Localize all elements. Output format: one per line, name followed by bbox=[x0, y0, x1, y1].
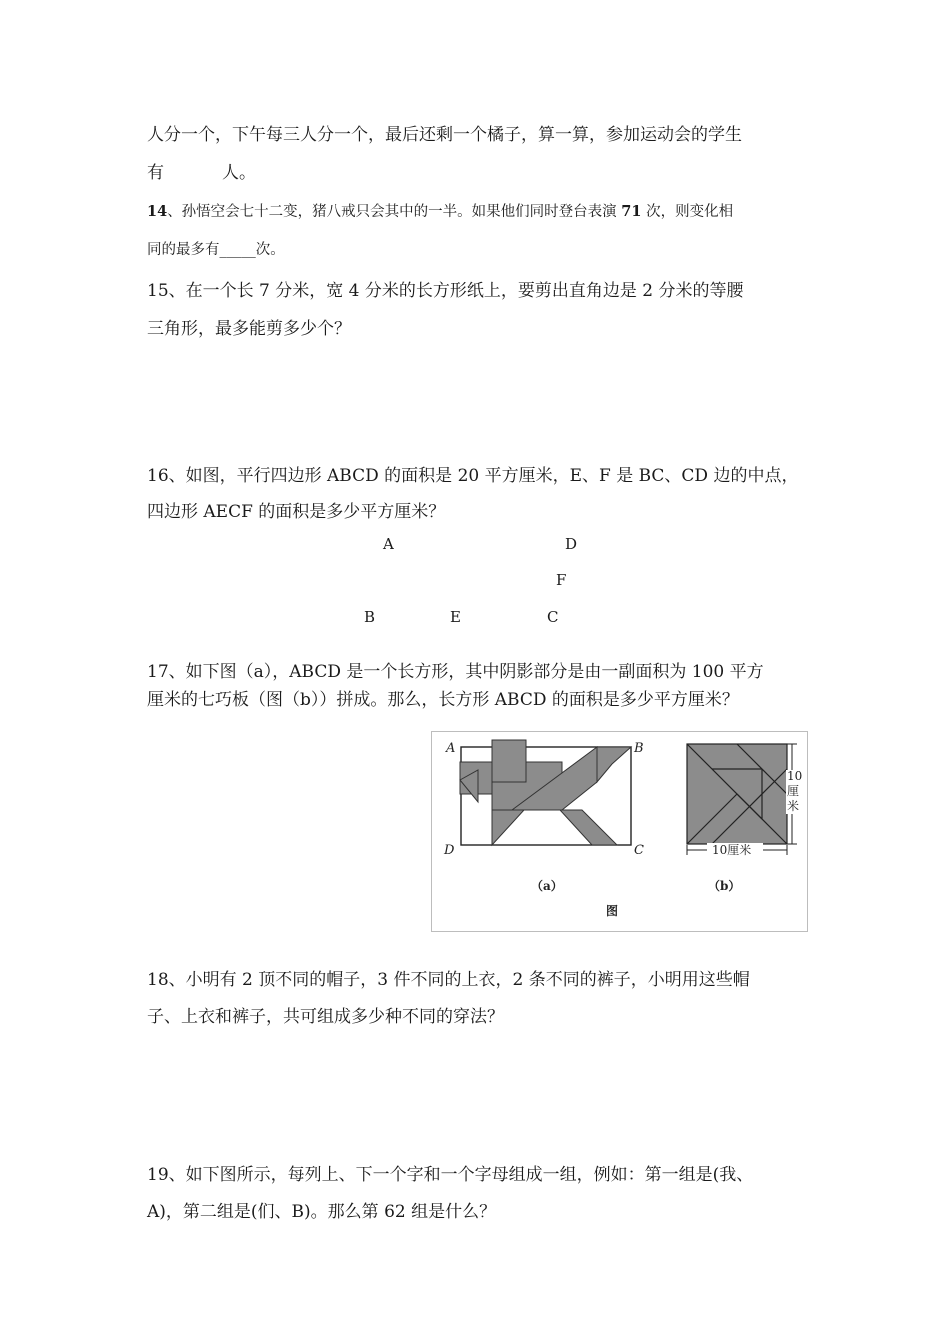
corner-c-label: C bbox=[634, 843, 644, 858]
q18-line2: 子、上衣和裤子，共可组成多少种不同的穿法？ bbox=[147, 1007, 504, 1027]
q16-line2: 四边形 AECF 的面积是多少平方厘米？ bbox=[147, 502, 446, 522]
q14-line2: 同的最多有_____次。 bbox=[147, 242, 285, 258]
q14-bold-number: 71 bbox=[621, 203, 642, 220]
tangram-square-b bbox=[687, 744, 787, 844]
q16-label-e: E bbox=[450, 608, 461, 626]
dim-right-number: 10 bbox=[787, 769, 803, 783]
q15-line1: 15、在一个长 7 分米，宽 4 分米的长方形纸上，要剪出直角边是 2 分米的等腰 bbox=[147, 281, 744, 301]
dim-right-unit1: 厘 bbox=[787, 784, 800, 798]
q16-line1: 16、如图，平行四边形 ABCD 的面积是 20 平方厘米，E、F 是 BC、CD 边的中点， bbox=[147, 466, 799, 486]
caption-b: （b） bbox=[708, 879, 741, 893]
q19-line2: A)，第二组是(们、B)。那么第 62 组是什么？ bbox=[147, 1202, 497, 1222]
corner-b-label: B bbox=[634, 741, 644, 756]
q16-label-f: F bbox=[556, 571, 567, 589]
q15-line2: 三角形，最多能剪多少个？ bbox=[147, 319, 351, 339]
corner-a-label: A bbox=[446, 741, 456, 756]
q14-number: 14 bbox=[147, 203, 168, 220]
q14-line1 bbox=[147, 200, 733, 221]
q13-line2 bbox=[147, 158, 256, 183]
q16-label-a: A bbox=[383, 535, 394, 553]
dim-right-unit2: 米 bbox=[787, 799, 800, 813]
q14-text1: 、孙悟空会七十二变，猪八戒只会其中的一半。如果他们同时登台表演 bbox=[167, 204, 617, 220]
q16-label-c: C bbox=[547, 608, 559, 626]
corner-d-label: D bbox=[444, 843, 455, 858]
tangram-figure-svg bbox=[432, 732, 807, 931]
q13-line2-end: 人。 bbox=[222, 163, 256, 183]
dim-bottom-label: 10厘米 bbox=[712, 843, 752, 857]
q16-label-d: D bbox=[565, 535, 578, 553]
caption-a: （a） bbox=[531, 879, 563, 893]
q14-text2: 次，则变化相 bbox=[646, 204, 734, 220]
q13-line1: 人分一个，下午每三人分一个，最后还剩一个橘子，算一算，参加运动会的学生 bbox=[147, 125, 742, 145]
q17-line1: 17、如下图（a），ABCD 是一个长方形，其中阴影部分是由一副面积为 100 平方 bbox=[147, 662, 764, 682]
q16-label-b: B bbox=[364, 608, 376, 626]
q17-line2: 厘米的七巧板（图（b））拼成。那么，长方形 ABCD 的面积是多少平方厘米？ bbox=[147, 690, 739, 710]
q13-line2-start: 有 bbox=[147, 163, 164, 183]
caption-figure: 图 bbox=[606, 904, 619, 918]
q19-line1: 19、如下图所示，每列上、下一个字和一个字母组成一组，例如：第一组是(我、 bbox=[147, 1165, 754, 1185]
tangram-shape-a bbox=[460, 740, 631, 845]
q18-line1: 18、小明有 2 顶不同的帽子，3 件不同的上衣，2 条不同的裤子，小明用这些帽 bbox=[147, 970, 750, 990]
tangram-figure bbox=[431, 731, 808, 932]
